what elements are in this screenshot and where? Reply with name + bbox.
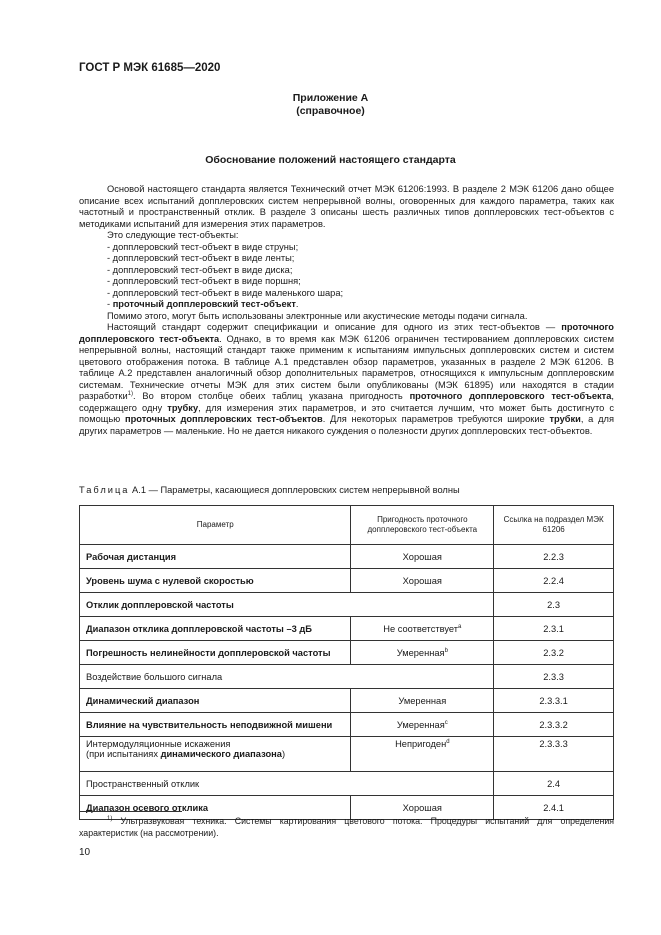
table-caption-label: Таблица — [79, 485, 130, 495]
footnote — [79, 816, 614, 839]
table-row — [80, 713, 614, 737]
cell-reference: 2.3.3.2 — [494, 713, 614, 737]
body-text — [79, 184, 614, 437]
text-run: (при испытаниях — [86, 749, 161, 759]
appendix-heading — [0, 92, 661, 118]
paragraph-3 — [79, 322, 614, 437]
cell-suitability — [351, 545, 494, 569]
table-row — [80, 772, 614, 796]
text-run: Настоящий стандарт содержит спецификации и описание для одного из этих тест-объектов — — [107, 322, 562, 332]
cell-parameter: Диапазон отклика допплеровской частоты –3 дБ — [80, 617, 351, 641]
cell-parameter: Погрешность нелинейности допплеровской частоты — [80, 641, 351, 665]
cell-reference: 2.3.3.1 — [494, 689, 614, 713]
text-run: . Во втором столбце обеих таблиц указана пригодность — [133, 391, 410, 401]
table-caption — [79, 485, 460, 495]
suitability-text: Хорошая — [402, 551, 442, 562]
table-row — [80, 617, 614, 641]
parameters-table — [79, 505, 614, 823]
text-run: , а для других параметров — маленькие. Но не дается никакого суждения о полезности других допплеровских тест-объектов. — [79, 414, 614, 436]
bold-run: проточного допплеровского тест-объекта — [409, 391, 612, 401]
table-row — [80, 569, 614, 593]
paragraph-2: Помимо этого, могут быть использованы электронные или акустические методы подачи сигнала. — [107, 310, 528, 321]
cell-suitability — [351, 689, 494, 713]
suitability-text: Умеренная — [398, 695, 447, 706]
bold-run: динамического диапазона — [160, 749, 282, 759]
note-mark: b — [444, 647, 448, 654]
column-header-reference: Ссылка на подраздел МЭК 61206 — [494, 506, 614, 545]
column-header-suitability: Пригодность проточного допплеровского тест-объекта — [351, 506, 494, 545]
table-row — [80, 665, 614, 689]
cell-parameter — [80, 737, 351, 772]
list-intro: Это следующие тест-объекты: — [107, 230, 239, 240]
note-mark: a — [458, 623, 462, 630]
list-item-last — [79, 299, 614, 311]
cell-reference: 2.2.3 — [494, 545, 614, 569]
cell-parameter: Пространственный отклик — [80, 772, 494, 796]
note-mark: d — [446, 738, 450, 745]
suitability-text: Не соответствует — [383, 623, 459, 634]
cell-reference: 2.3.3 — [494, 665, 614, 689]
parameter-line: Интермодуляционные искажения — [86, 739, 231, 749]
parameter-line — [86, 749, 344, 759]
cell-parameter: Уровень шума с нулевой скоростью — [80, 569, 351, 593]
cell-reference: 2.4.1 — [494, 796, 614, 820]
suitability-text: Хорошая — [402, 802, 442, 813]
text-run: . Для некоторых параметров требуются широкие — [322, 414, 550, 424]
table-row — [80, 737, 614, 772]
cell-parameter: Динамический диапазон — [80, 689, 351, 713]
section-title: Обоснование положений настоящего стандарта — [205, 154, 456, 166]
cell-reference: 2.3.1 — [494, 617, 614, 641]
table-row — [80, 689, 614, 713]
list-item-suffix: . — [295, 299, 299, 309]
suitability-text: Умеренная — [396, 719, 445, 730]
bold-run: трубку — [167, 402, 199, 413]
paragraph-1: Основой настоящего стандарта является Технический отчет МЭК 61206:1993. В разделе 2 МЭК 61206 дано общее описание всех испытаний допплеровских систем непрерывной волны, оговоренных для каждого параметра, таких как частотный и пространственный отклик. В разделе 3 описаны шесть различных типов допплеровских тест-объектов с методиками испытаний для измерения этих параметров. — [79, 184, 614, 229]
page-number: 10 — [79, 847, 91, 858]
cell-suitability — [351, 737, 494, 772]
column-header-parameter: Параметр — [80, 506, 351, 545]
footnote-paragraph — [79, 816, 614, 839]
cell-parameter: Влияние на чувствительность неподвижной мишени — [80, 713, 351, 737]
table-row — [80, 593, 614, 617]
cell-suitability — [351, 569, 494, 593]
bold-run: проточных допплеровских тест-объектов — [124, 414, 323, 424]
footnote-ref: 1) — [127, 390, 133, 397]
footnote-divider — [79, 811, 182, 812]
cell-parameter: Диапазон осевого отклика — [80, 796, 351, 820]
cell-suitability — [351, 713, 494, 737]
cell-reference: 2.3.3.3 — [494, 737, 614, 772]
list-item: - допплеровский тест-объект в виде поршня; — [107, 276, 301, 286]
cell-reference: 2.2.4 — [494, 569, 614, 593]
text-run: , содержащего одну — [79, 391, 614, 413]
list-item-prefix: - — [107, 299, 113, 309]
cell-suitability — [351, 617, 494, 641]
cell-parameter: Рабочая дистанция — [80, 545, 351, 569]
footnote-mark: 1) — [107, 816, 113, 823]
cell-suitability — [351, 641, 494, 665]
cell-parameter: Воздействие большого сигнала — [80, 665, 494, 689]
text-run: ) — [281, 749, 286, 759]
cell-reference: 2.3 — [494, 593, 614, 617]
text-run: , для измерения этих параметров, и это считается лучшим, что может быть достигнуто с помощью — [79, 402, 614, 424]
table-header-row — [80, 506, 614, 545]
suitability-text: Непригоден — [395, 739, 447, 749]
suitability-text: Хорошая — [402, 575, 442, 586]
document-header: ГОСТ Р МЭК 61685—2020 — [79, 62, 221, 74]
appendix-title: Приложение А — [292, 92, 369, 104]
suitability-text: Умеренная — [396, 647, 445, 658]
list-item: - допплеровский тест-объект в виде диска; — [107, 264, 293, 275]
list-item: - допплеровский тест-объект в виде ленты; — [107, 253, 295, 263]
list-item: - допплеровский тест-объект в виде струны; — [107, 241, 299, 252]
table-caption-text: А.1 — Параметры, касающиеся допплеровских систем непрерывной волны — [129, 485, 460, 495]
text-run: . Однако, в то время как МЭК 61206 ограничен тестированием допплеровских систем непрерывной волны, настоящий стандарт также применим к испытаниям импульсных допплеровских систем и систем цветового отображения потока. В таблице А.1 представлен обзор параметров, указанных в разделе 2 МЭК 61206. В таблице А.2 представлен аналогичный обзор дополнительных параметров, относящихся к импульсным допплеровским системам. Технические отчеты МЭК для этих систем были опубликованы (МЭК 61895) или находятся в стадии разработки — [79, 333, 614, 401]
appendix-subtitle: (справочное) — [296, 105, 365, 117]
footnote-text: Ультразвуковая техника. Системы картирования цветового потока. Процедуры испытаний для определения характеристик (на рассмотрении). — [79, 816, 614, 838]
list-item-bold: проточный допплеровский тест-объект — [112, 299, 296, 309]
cell-parameter: Отклик допплеровской частоты — [80, 593, 494, 617]
cell-reference: 2.4 — [494, 772, 614, 796]
cell-reference: 2.3.2 — [494, 641, 614, 665]
table-row — [80, 545, 614, 569]
bold-run: трубки — [549, 414, 581, 424]
list-item: - допплеровский тест-объект в виде маленького шара; — [107, 287, 344, 298]
table-row — [80, 641, 614, 665]
bold-run: проточного допплеровского тест-объекта — [79, 322, 614, 344]
note-mark: c — [444, 719, 448, 726]
